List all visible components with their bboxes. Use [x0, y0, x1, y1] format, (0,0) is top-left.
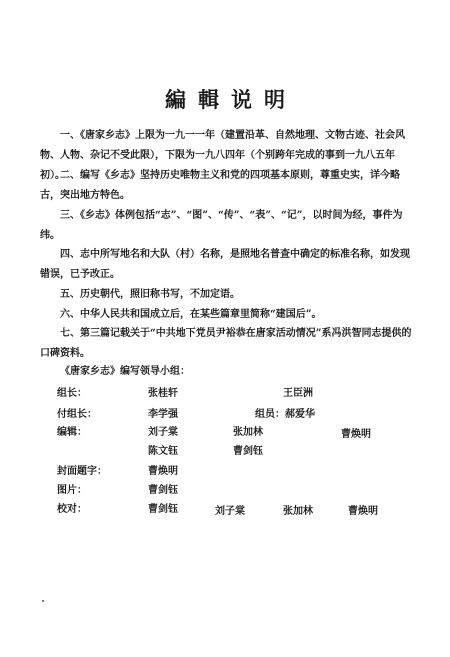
proofreading-label: 校对： [57, 504, 87, 515]
note-item-6: 六、中华人民共和国成立后，在某些篇章里简称“建国后”。 [60, 309, 322, 320]
note-item-3: 三、《乡志》体例包括“志”、“图”、“传”、“表”、“记”，以时间为经，事件为纬。 [40, 210, 403, 241]
member-entry: 组员：郝爱华 [255, 409, 315, 420]
editor-name-2: 张加林 [233, 427, 263, 438]
note-item-4: 四、志中所写地名和大队（村）名称，是照地名普查中确定的标准名称，如发现错误，已予改正。 [40, 249, 410, 280]
leader-name-1: 张桂轩 [148, 388, 178, 399]
note-item-7: 七、第三篇记载关于“中共地下党员尹裕恭在唐家活动情况”系冯洪智同志提供的口碑资料。 [40, 328, 412, 359]
photo-label: 图片： [57, 485, 87, 496]
scan-speck [42, 600, 44, 602]
editor-name-5: 曹剑钰 [233, 446, 263, 457]
page-title: 編輯说明 [165, 87, 297, 112]
vice-leader-name: 李学强 [148, 409, 178, 420]
note-item-5: 五、历史朝代，照旧称书写，不加定语。 [60, 289, 240, 300]
cover-calligraphy-label: 封面题字： [57, 466, 107, 477]
photo-name: 曹剑钰 [148, 485, 178, 496]
leader-name-2: 王臣洲 [283, 388, 313, 399]
vice-leader-label: 付组长： [57, 409, 97, 420]
cover-calligraphy-name: 曹焕明 [148, 466, 178, 477]
proofreader-name-3: 张加林 [283, 506, 313, 517]
editor-name-4: 陈文钰 [148, 446, 178, 457]
editor-name-3: 曹焕明 [341, 429, 371, 440]
editor-name-1: 刘子棠 [148, 427, 178, 438]
proofreader-name-4: 曹焕明 [348, 506, 378, 517]
group-heading: 《唐家乡志》编写领导小组： [60, 366, 190, 377]
note-item-2: 二、编写《乡志》坚持历史唯物主义和党的四项基本原则，尊重史实，详今略古，突出地方特色。 [40, 170, 400, 201]
leader-label: 组长： [57, 388, 87, 399]
proofreader-name-1: 曹剑钰 [148, 504, 178, 515]
editor-label: 编辑： [57, 427, 87, 438]
note-item-1: 一、《唐家乡志》上限为一九一一年（建置沿革、自然地理、文物古迹、社会风物、人物、杂记不受此限），下限为一九八四年（个别跨年完成的事到一九八五年初）。 [40, 130, 405, 181]
proofreader-name-2: 刘子棠 [215, 506, 245, 517]
